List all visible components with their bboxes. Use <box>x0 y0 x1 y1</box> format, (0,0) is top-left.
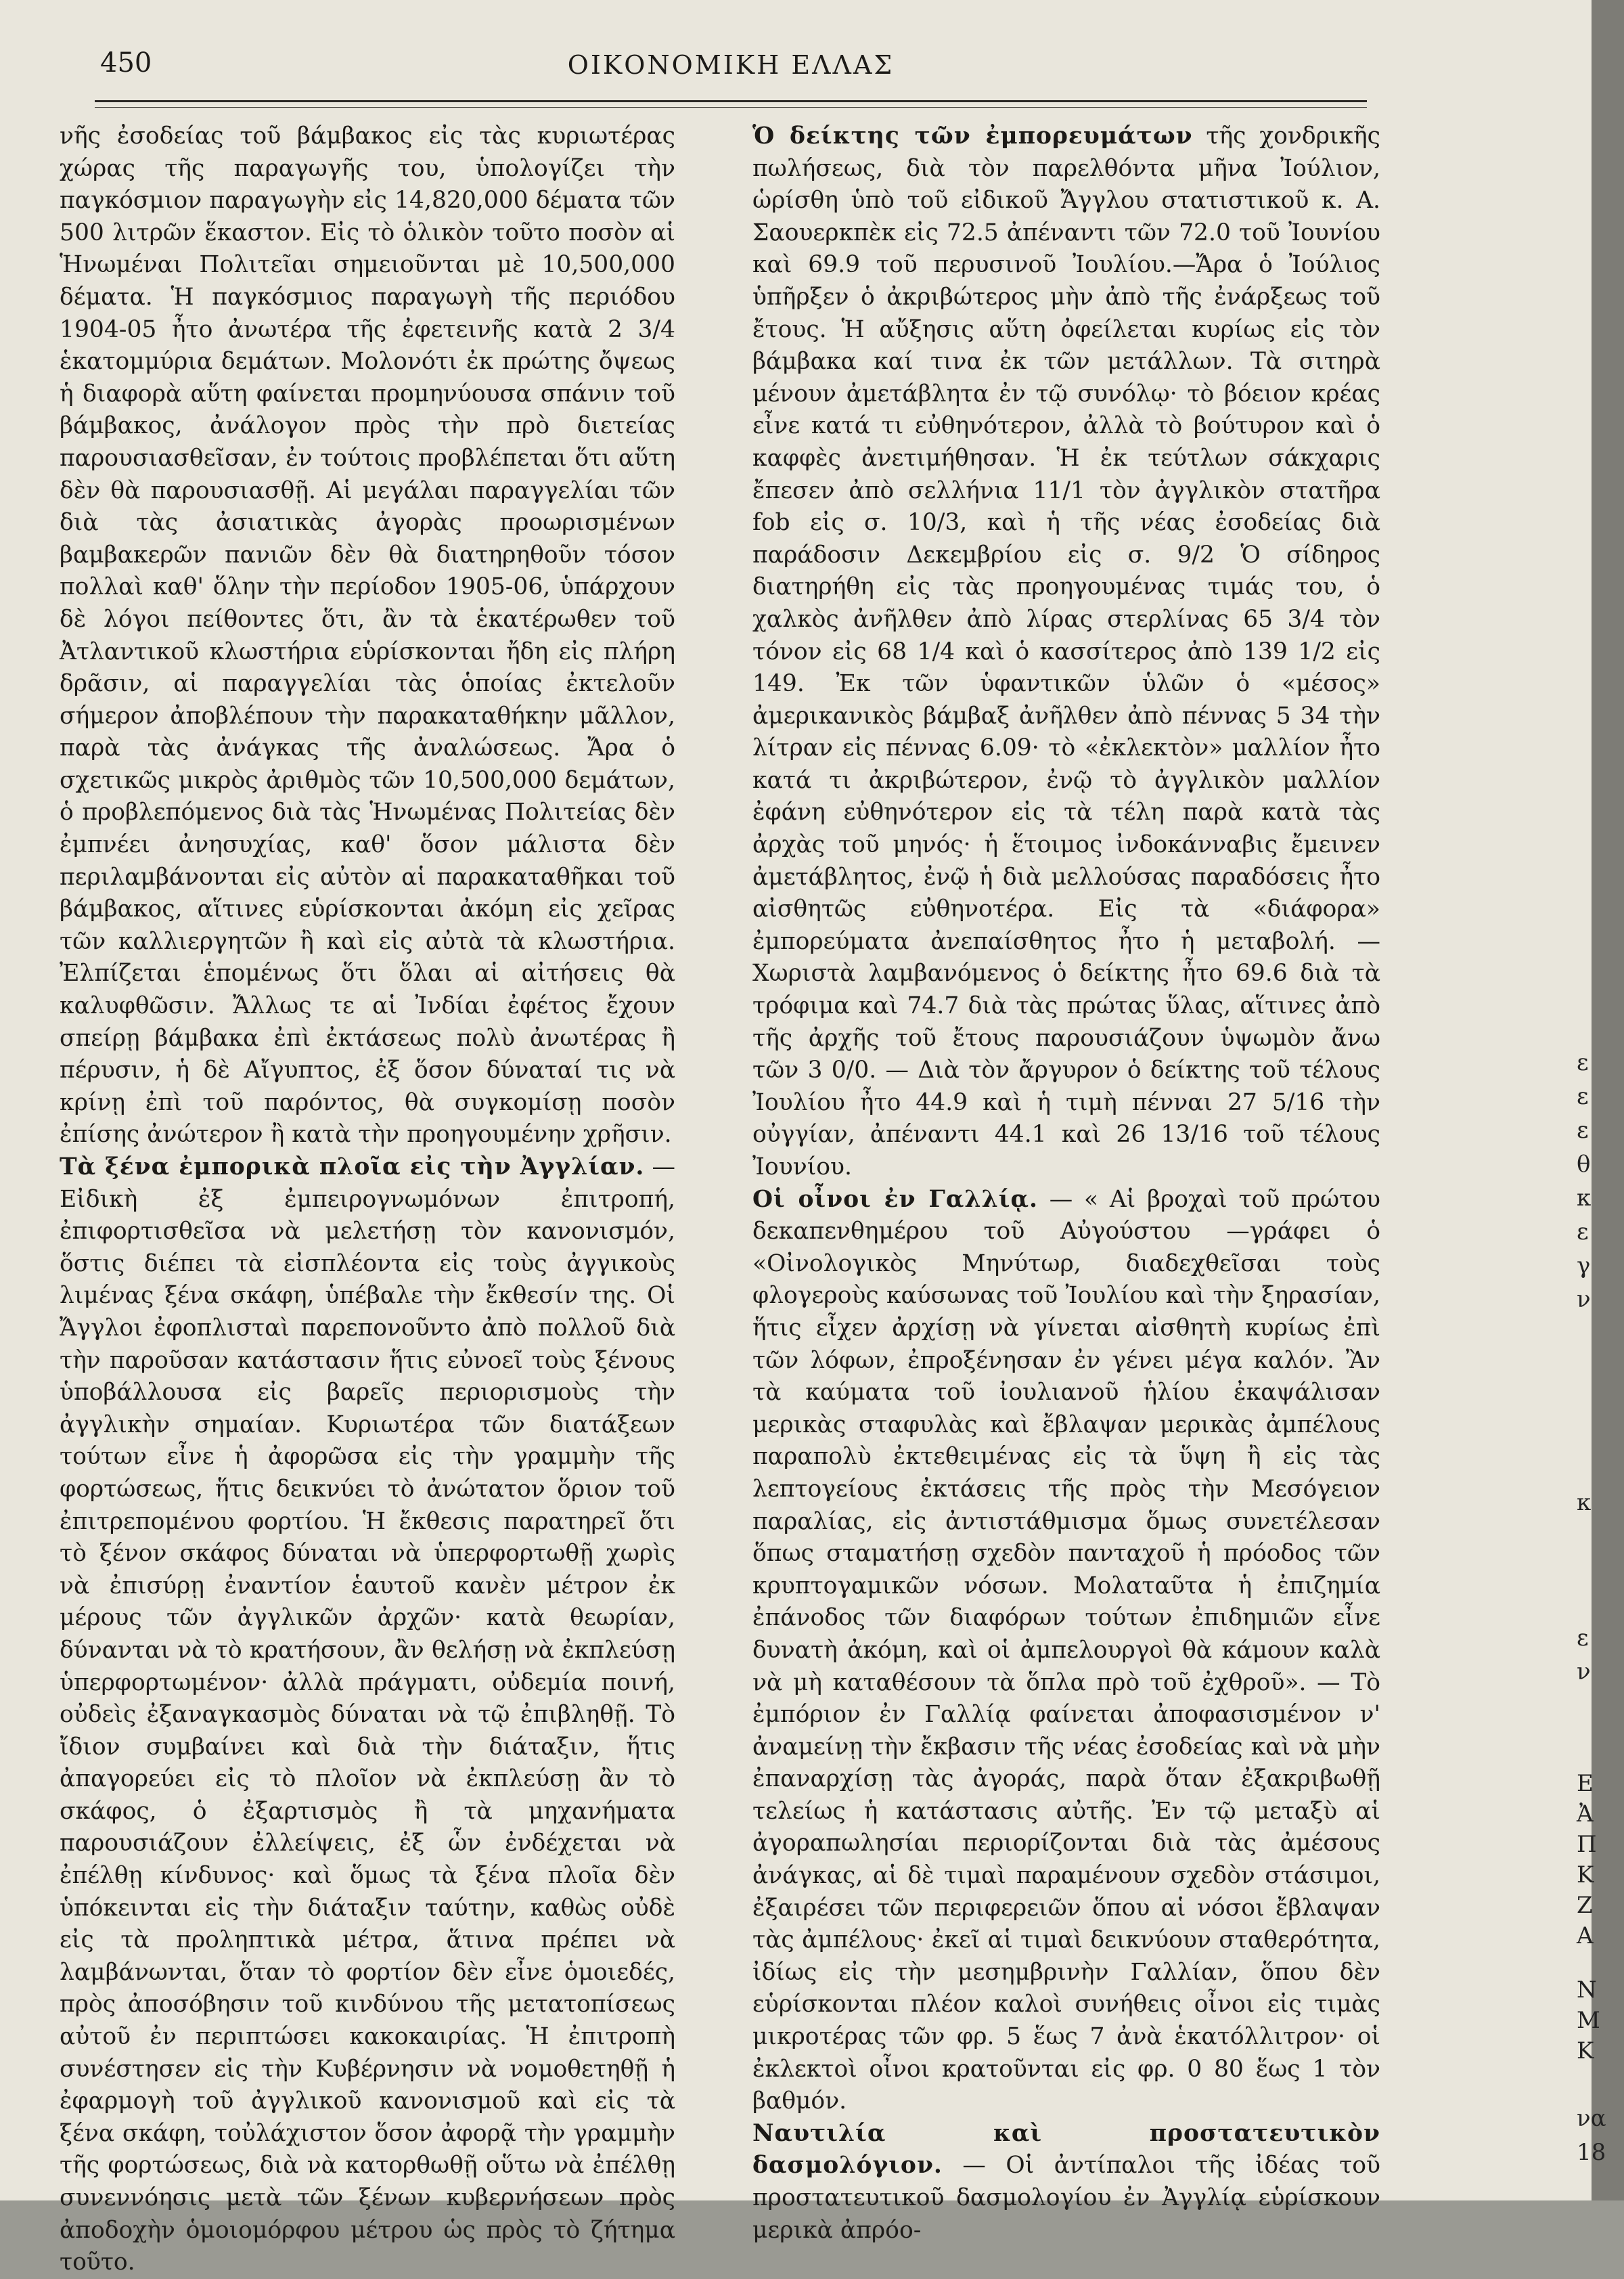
margin-fragment: Π <box>1577 1831 1597 1858</box>
margin-fragment: ε <box>1577 1117 1589 1144</box>
margin-fragment: Κ <box>1577 2037 1594 2064</box>
page-number: 450 <box>100 47 152 79</box>
margin-fragment: Ε <box>1577 1770 1594 1797</box>
margin-fragment: ε <box>1577 1083 1589 1110</box>
article-body-commodity-index: τῆς χονδρικῆς πωλήσεως, διὰ τὸν παρελθόντα μῆνα Ἰούλιον, ὡρίσθη ὑπὸ τοῦ εἰδικοῦ Ἄγγλου στατιστικοῦ κ. Α. Σαουερκπὲκ εἰς 72.5 ἀπέναντι τῶν 72.0 τοῦ Ἰουνίου καὶ 69.9 τοῦ περυσινοῦ Ἰουλίου.—Ἄρα ὁ Ἰούλιος ὑπῆρξεν ὁ ἀκριβώτερος μὴν ἀπὸ τῆς ἐνάρξεως τοῦ ἔτους. Ἡ αὔξησις αὕτη ὀφείλεται κυρίως εἰς τὸν βάμβακα καί τινα ἐκ τῶν μετάλλων. Τὰ σιτηρὰ μένουν ἀμετάβλητα ἐν τῷ συνόλῳ· τὸ βόειον κρέας εἶνε κατά τι εὐθηνότερον, ἀλλὰ τὸ βούτυρον καὶ ὁ καφφὲς ἀνετιμήθησαν. Ἡ ἐκ τεύτλων σάκχαρις ἔπεσεν ἀπὸ σελλήνια 11/1 τὸν ἀγγλικὸν στατῆρα fob εἰς σ. 10/3, καὶ ἡ τῆς νέας ἐσοδείας διὰ παράδοσιν Δεκεμβρίου εἰς σ. 9/2 Ὁ σίδηρος διατηρήθη εἰς τὰς προηγουμένας τιμάς του, ὁ χαλκὸς ἀνῆλθεν ἀπὸ λίρας στερλίνας 65 3/4 τὸν τόνον εἰς 68 1/4 καὶ ὁ κασσίτερος ἀπὸ 139 1/2 εἰς 149. Ἐκ τῶν ὑφαντικῶν ὑλῶν ὁ «μέσος» ἀμερικανικὸς βάμβαξ ἀνῆλθεν ἀπὸ πέννας 5 34 τὴν λίτραν εἰς πέννας 6.09· τὸ «ἐκλεκτὸν» μαλλίον ἦτο κατά τι ἀκριβώτερον, ἐνῷ τὸ ἀγγλικὸν μαλλίον ἐφάνη εὐθηνότερον εἰς τὰ τέλη παρὰ κατὰ τὰς ἀρχὰς τοῦ μηνός· ἡ ἕτοιμος ἰνδοκάνναβις ἔμεινεν ἀμετάβλητος, ἐνῷ ἡ διὰ μελλούσας παραδόσεις ἦτο αἰσθητῶς εὐθηνοτέρα. Εἰς τὰ «διάφορα» ἐμπορεύματα ἀνεπαίσθητος ἦτο ἡ μεταβολή. — Χωριστὰ λαμβανόμενος ὁ δείκτης ἦτο 69.6 διὰ τὰ τρόφιμα καὶ 74.7 διὰ τὰς πρώτας ὕλας, αἵτινες ἀπὸ τῆς ἀρχῆς τοῦ ἔτους παρουσιάζουν ὑψωμὸν ἄνω τῶν 3 0/0. — Διὰ τὸν ἄργυρον ὁ δείκτης τοῦ τέλους Ἰουλίου ἦτο 44.9 καὶ ἡ τιμὴ πένναι 27 5/16 τὴν οὐγγίαν, ἀπέναντι 44.1 καὶ 26 13/16 τοῦ τέλους Ἰουνίου. <box>752 123 1381 1180</box>
margin-fragment: Ζ <box>1577 1892 1593 1919</box>
left-column <box>60 120 675 2279</box>
header-rule <box>95 100 1367 102</box>
margin-fragment: Ἀ <box>1577 1800 1594 1828</box>
article-body-shipping-tariff: — Οἱ ἀντίπαλοι τῆς ἰδέας τοῦ προστατευτικοῦ δασμολογίου ἐν Ἀγγλίᾳ εὑρίσκουν μερικὰ ἀπρόο- <box>752 2152 1380 2244</box>
running-title: ΟΙΚΟΝΟΜΙΚΗ ΕΛΛΑΣ <box>567 50 895 80</box>
margin-fragment: Κ <box>1577 1861 1594 1888</box>
right-article-3 <box>752 2118 1380 2247</box>
margin-fragment: να <box>1577 2105 1606 2132</box>
article-body-foreign-ships: — Εἰδικὴ ἐξ ἐμπειρογνωμόνων ἐπιτροπή, ἐπιφορτισθεῖσα νὰ μελετήσῃ τὸν κανονισμόν, ὅστις διέπει τὰ εἰσπλέοντα εἰς τοὺς ἀγγικοὺς λιμένας ξένα σκάφη, ὑπέβαλε τὴν ἔκθεσίν της. Οἱ Ἄγγλοι ἐφοπλισταὶ παρεπονοῦντο ἀπὸ πολλοῦ διὰ τὴν παροῦσαν κατάστασιν ἥτις εὐνοεῖ τοὺς ξένους ὑποβάλλουσα εἰς βαρεῖς περιορισμοὺς τὴν ἀγγλικὴν σημαίαν. Κυριωτέρα τῶν διατάξεων τούτων εἶνε ἡ ἀφορῶσα εἰς τὴν γραμμὴν τῆς φορτώσεως, ἥτις δεικνύει τὸ ἀνώτατον ὅριον τοῦ ἐπιτρεπομένου φορτίου. Ἡ ἔκθεσις παρατηρεῖ ὅτι τὸ ξένον σκάφος δύναται νὰ ὑπερφορτωθῇ χωρὶς νὰ ἐπισύρῃ ἐναντίον ἑαυτοῦ κανὲν μέτρον ἐκ μέρους τῶν ἀγγλικῶν ἀρχῶν· κατὰ θεωρίαν, δύνανται νὰ τὸ κρατήσουν, ἂν θελήσῃ νὰ ἐκπλεύσῃ ὑπερφορτωμένον· ἀλλὰ πράγματι, οὐδεμία ποινή, οὐδεὶς ἐξαναγκασμὸς δύναται νὰ τῷ ἐπιβληθῇ. Τὸ ἴδιον συμβαίνει καὶ διὰ τὴν διάταξιν, ἥτις ἀπαγορεύει εἰς τὸ πλοῖον νὰ ἐκπλεύσῃ ἂν τὸ σκάφος, ὁ ἐξαρτισμὸς ἢ τὰ μηχανήματα παρουσιάζουν ἐλλείψεις, ἐξ ὧν ἐνδέχεται νὰ ἐπέλθῃ κίνδυνος· καὶ ὅμως τὰ ξένα πλοῖα δὲν ὑπόκεινται εἰς τὴν διάταξιν ταύτην, καθὼς οὐδὲ εἰς τὰ προληπτικὰ μέτρα, ἅτινα πρέπει νὰ λαμβάνωνται, ὅταν τὸ φορτίον δὲν εἶνε ὁμοιεδές, πρὸς ἀποσόβησιν τοῦ κινδύνου τῆς μετατοπίσεως αὐτοῦ ἐν περιπτώσει κακοκαιρίας. Ἡ ἐπιτροπὴ συνέστησεν εἰς τὴν Κυβέρνησιν νὰ νομοθετηθῇ ἡ ἐφαρμογὴ τοῦ ἀγγλικοῦ κανονισμοῦ καὶ εἰς τὰ ξένα σκάφη, τοὐλάχιστον ὅσον ἀφορᾷ τὴν γραμμὴν τῆς φορτώσεως, διὰ νὰ κατορθωθῇ οὕτω νὰ ἐπέλθῃ συνεννόησις μετὰ τῶν ξένων κυβερνήσεων πρὸς ἀποδοχὴν ὁμοιομόρφου μέτρου ὡς πρὸς τὸ ζήτημα τοῦτο. <box>60 1153 675 2276</box>
header-rule-thin <box>95 107 1367 108</box>
facing-page-edge <box>1592 0 1624 2200</box>
article-heading-commodity-index: Ὁ δείκτης τῶν ἐμπορευμάτων <box>752 123 1193 150</box>
margin-fragment: ν <box>1577 1658 1591 1685</box>
margin-fragment: Ν <box>1577 1976 1597 2004</box>
right-article-2 <box>752 1184 1380 2118</box>
article-heading-shipping-tariff: Ναυτιλία καὶ προστατευτικὸν δασμολόγιον. <box>752 2119 1380 2180</box>
margin-fragment: Α <box>1577 1922 1594 1949</box>
article-heading-wines-france: Οἱ οἶνοι ἐν Γαλλίᾳ. <box>752 1185 1039 1213</box>
margin-fragment: ε <box>1577 1218 1589 1245</box>
right-column <box>752 120 1380 2247</box>
page-header <box>95 42 1367 89</box>
margin-fragment: θ <box>1577 1151 1591 1178</box>
article-heading-foreign-ships: Τὰ ξένα ἐμπορικὰ πλοῖα εἰς τὴν Ἀγγλίαν. <box>60 1153 645 1180</box>
margin-fragment: ν <box>1577 1286 1591 1313</box>
margin-fragment: Μ <box>1577 2007 1600 2034</box>
article-body-wines-france: — « Αἱ βροχαὶ τοῦ πρώτου δεκαπενθημέρου τοῦ Αὐγούστου —γράφει ὁ «Οἰνολογικὸς Μηνύτωρ, διαδεχθεῖσαι τοὺς φλογεροὺς καύσωνας τοῦ Ἰουλίου καὶ τὴν ξηρασίαν, ἥτις εἶχεν ἀρχίσῃ νὰ γίνεται αἰσθητὴ κυρίως ἐπὶ τῶν λόφων, ἐπροξένησαν ἐν γένει μέγα καλόν. Ἂν τὰ καύματα τοῦ ἰουλιανοῦ ἡλίου ἐκαψάλισαν μερικὰς σταφυλὰς καὶ ἔβλαψαν μερικὰς ἀμπέλους παραπολὺ ἐκτεθειμένας εἰς τὰ ὕψη ἢ εἰς τὰς λεπτογείους ἐκτάσεις τῆς πρὸς τὴν Μεσόγειον παραλίας, εἰς ἀντιστάθμισμα ὅμως συνετέλεσαν ὅπως σταματήσῃ σχεδὸν πανταχοῦ ἡ πρόοδος τῶν κρυπτογαμικῶν νόσων. Μολαταῦτα ἡ ἐπιζημία ἐπάνοδος τῶν διαφόρων τούτων ἐπιδημιῶν εἶνε δυνατὴ ἀκόμη, καὶ οἱ ἀμπελουργοὶ θὰ κάμουν καλὰ νὰ μὴ καταθέσουν τὰ ὅπλα πρὸ τοῦ ἐχθροῦ». — Τὸ ἐμπόριον ἐν Γαλλίᾳ φαίνεται ἀποφασισμένον ν' ἀναμείνῃ τὴν ἔκβασιν τῆς νέας ἐσοδείας καὶ νὰ μὴν ἐπαναρχίσῃ τὰς ἀγοράς, παρὰ ὅταν ἐξακριβωθῇ τελείως ἡ κατάστασις αὐτῆς. Ἐν τῷ μεταξὺ αἱ ἀγοραπωλησίαι περιορίζονται διὰ τὰς ἀμέσους ἀνάγκας, αἱ δὲ τιμαὶ παραμένουν σχεδὸν στάσιμοι, ἐξαιρέσει τῶν περιφερειῶν ὅπου αἱ νόσοι ἔβλαψαν τὰς ἀμπέλους· ἐκεῖ αἱ τιμαὶ δεικνύουν σταθερότητα, ἰδίως εἰς τὴν μεσημβρινὴν Γαλλίαν, ὅπου δὲν εὑρίσκονται πλέον καλοὶ συνήθεις οἶνοι εἰς τιμὰς μικροτέρας τῶν φρ. 5 ἕως 7 ἀνὰ ἑκατόλλιτρον· οἱ ἐκλεκτοὶ οἶνοι κρατοῦνται εἰς φρ. 0 80 ἕως 1 τὸν βαθμόν. <box>752 1185 1381 2115</box>
left-paragraph-1: νῆς ἐσοδείας τοῦ βάμβακος εἰς τὰς κυριωτέρας χώρας τῆς παραγωγῆς του, ὑπολογίζει τὴν παγκόσμιον παραγωγὴν εἰς 14,820,000 δέματα τῶν 500 λιτρῶν ἕκαστον. Εἰς τὸ ὁλικὸν τοῦτο ποσὸν αἱ Ἡνωμέναι Πολιτεῖαι σημειοῦνται μὲ 10,500,000 δέματα. Ἡ παγκόσμιος παραγωγὴ τῆς περιόδου 1904-05 ἦτο ἀνωτέρα τῆς ἐφετεινῆς κατὰ 2 3/4 ἑκατομμύρια δεμάτων. Μολονότι ἐκ πρώτης ὄψεως ἡ διαφορὰ αὕτη φαίνεται προμηνύουσα σπάνιν τοῦ βάμβακος, ἀνάλογον πρὸς τὴν πρὸ διετείας παρουσιασθεῖσαν, ἐν τούτοις προβλέπεται ὅτι αὕτη δὲν θὰ παρουσιασθῇ. Αἱ μεγάλαι παραγγελίαι τῶν διὰ τὰς ἀσιατικὰς ἀγορὰς προωρισμένων βαμβακερῶν πανιῶν δὲν θὰ διατηρηθοῦν τόσον πολλαὶ καθ' ὅλην τὴν περίοδον 1905-06, ὑπάρχουν δὲ λόγοι πείθοντες ὅτι, ἂν τὰ ἑκατέρωθεν τοῦ Ἀτλαντικοῦ κλωστήρια εὑρίσκονται ἤδη εἰς πλήρη δρᾶσιν, αἱ παραγγελίαι τὰς ὁποίας ἐκτελοῦν σήμερον ἀποβλέπουν τὴν παρακαταθήκην μᾶλλον, παρὰ τὰς ἀνάγκας τῆς ἀναλώσεως. Ἄρα ὁ σχετικῶς μικρὸς ἀριθμὸς τῶν 10,500,000 δεμάτων, ὁ προβλεπόμενος διὰ τὰς Ἡνωμένας Πολιτείας δὲν ἐμπνέει ἀνησυχίας, καθ' ὅσον μάλιστα δὲν περιλαμβάνονται εἰς αὐτὸν αἱ παρακαταθῆκαι τοῦ βάμβακος, αἵτινες εὑρίσκονται ἀκόμη εἰς χεῖρας τῶν καλλιεργητῶν ἢ καὶ εἰς αὐτὰ τὰ κλωστήρια. Ἐλπίζεται ἑπομένως ὅτι ὅλαι αἱ αἰτήσεις θὰ καλυφθῶσιν. Ἄλλως τε αἱ Ἰνδίαι ἐφέτος ἔχουν σπείρῃ βάμβακα ἐπὶ ἐκτάσεως πολὺ ἀνωτέρας ἢ πέρυσιν, ἡ δὲ Αἴγυπτος, ἐξ ὅσον δύναταί τις νὰ κρίνῃ ἐπὶ τοῦ παρόντος, θὰ συγκομίσῃ ποσὸν ἐπίσης ἀνώτερον ἢ κατὰ τὴν προηγουμένην χρῆσιν. <box>60 123 675 1149</box>
margin-fragment: 18 <box>1577 2139 1606 2166</box>
margin-fragment: γ <box>1577 1252 1591 1279</box>
right-article-1 <box>752 120 1380 1184</box>
margin-fragment: ε <box>1577 1049 1589 1076</box>
margin-fragment: κ <box>1577 1185 1592 1212</box>
margin-fragment: κ <box>1577 1489 1592 1516</box>
margin-fragment: ε <box>1577 1624 1589 1652</box>
left-article-2 <box>60 1151 675 2279</box>
